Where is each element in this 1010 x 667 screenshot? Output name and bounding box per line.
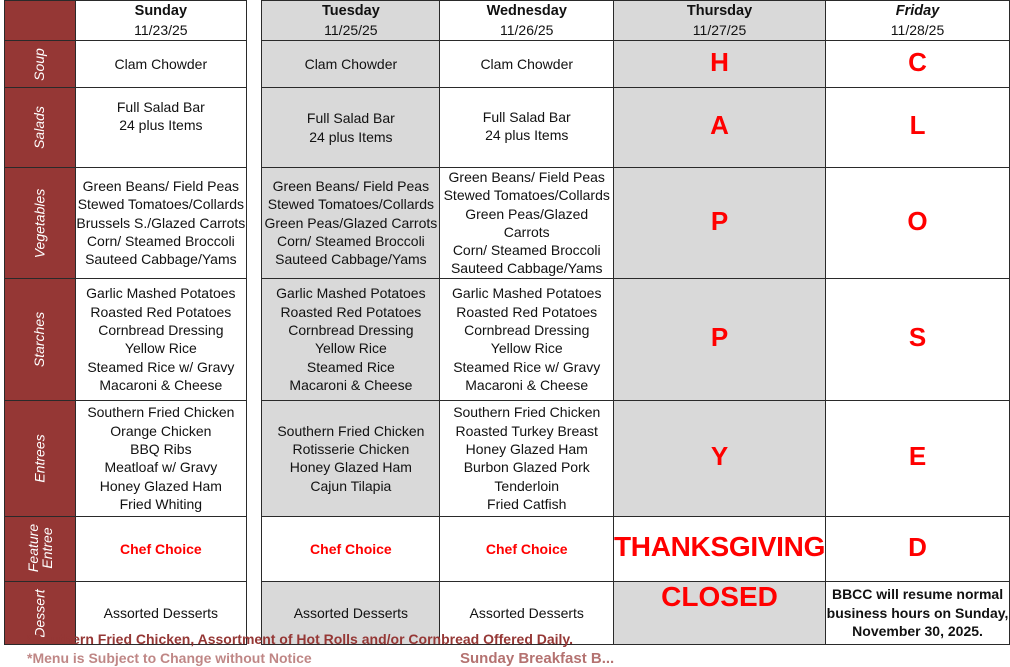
corner-cell bbox=[5, 1, 76, 41]
cell-thursday-dessert: CLOSED bbox=[613, 581, 825, 644]
day-header-wednesday: Wednesday 11/26/25 bbox=[440, 1, 614, 41]
spacer-cell bbox=[247, 278, 262, 400]
category-label-dessert: Dessert bbox=[5, 581, 76, 644]
row-vegetables bbox=[5, 168, 1010, 279]
cell-wednesday-salads: Full Salad Bar 24 plus Items bbox=[440, 88, 614, 168]
category-label-vegetables: Vegetables bbox=[5, 168, 76, 279]
cell-sunday-vegetables: Green Beans/ Field Peas Stewed Tomatoes/Collards Brussels S./Glazed Carrots Corn/ Steamed Broccoli Sauteed Cabbage/Yams bbox=[75, 168, 247, 279]
spacer-column bbox=[247, 1, 262, 41]
cell-friday-dessert: BBCC will resume normal business hours on Sunday, November 30, 2025. bbox=[826, 581, 1010, 644]
cell-tuesday-starches: Garlic Mashed Potatoes Roasted Red Potatoes Cornbread Dressing Yellow Rice Steamed Rice Macaroni & Cheese bbox=[262, 278, 440, 400]
cell-wednesday-dessert: Assorted Desserts bbox=[440, 581, 614, 644]
cell-thursday-starches: P bbox=[613, 278, 825, 400]
cell-friday-feature: D bbox=[826, 516, 1010, 581]
spacer-cell bbox=[247, 88, 262, 168]
cell-friday-entrees: E bbox=[826, 400, 1010, 516]
spacer-cell bbox=[247, 168, 262, 279]
category-label-entrees: Entrees bbox=[5, 400, 76, 516]
day-header-sunday: Sunday 11/23/25 bbox=[75, 1, 247, 41]
row-feature-entree bbox=[5, 516, 1010, 581]
cell-sunday-soup: Clam Chowder bbox=[75, 41, 247, 88]
category-label-feature-entree: Feature Entree bbox=[5, 516, 76, 581]
cell-friday-starches: S bbox=[826, 278, 1010, 400]
cell-thursday-vegetables: P bbox=[613, 168, 825, 279]
row-entrees bbox=[5, 400, 1010, 516]
cell-sunday-entrees: Southern Fried Chicken Orange Chicken BBQ Ribs Meatloaf w/ Gravy Honey Glazed Ham Fried Whiting bbox=[75, 400, 247, 516]
cell-tuesday-soup: Clam Chowder bbox=[262, 41, 440, 88]
footnote-menu-subject-to-change: *Menu is Subject to Change without Notice bbox=[27, 650, 312, 666]
header-row bbox=[5, 1, 1010, 41]
category-label-starches: Starches bbox=[5, 278, 76, 400]
day-header-friday: Friday 11/28/25 bbox=[826, 1, 1010, 41]
row-soup bbox=[5, 41, 1010, 88]
spacer-cell bbox=[247, 516, 262, 581]
cell-friday-salads: L bbox=[826, 88, 1010, 168]
cell-sunday-dessert: Assorted Desserts bbox=[75, 581, 247, 644]
cell-thursday-soup: H bbox=[613, 41, 825, 88]
cell-tuesday-salads: Full Salad Bar 24 plus Items bbox=[262, 88, 440, 168]
cell-tuesday-dessert: Assorted Desserts bbox=[262, 581, 440, 644]
cell-wednesday-feature: Chef Choice bbox=[440, 516, 614, 581]
row-starches bbox=[5, 278, 1010, 400]
day-header-thursday: Thursday 11/27/25 bbox=[613, 1, 825, 41]
cell-wednesday-soup: Clam Chowder bbox=[440, 41, 614, 88]
cell-wednesday-entrees: Southern Fried Chicken Roasted Turkey Breast Honey Glazed Ham Burbon Glazed Pork Tenderloin Fried Catfish bbox=[440, 400, 614, 516]
category-label-salads: Salads bbox=[5, 88, 76, 168]
cell-sunday-starches: Garlic Mashed Potatoes Roasted Red Potatoes Cornbread Dressing Yellow Rice Steamed Rice w/ Gravy Macaroni & Cheese bbox=[75, 278, 247, 400]
cell-tuesday-entrees: Southern Fried Chicken Rotisserie Chicken Honey Glazed Ham Cajun Tilapia bbox=[262, 400, 440, 516]
cell-thursday-entrees: Y bbox=[613, 400, 825, 516]
category-label-soup: Soup bbox=[5, 41, 76, 88]
cell-tuesday-feature: Chef Choice bbox=[262, 516, 440, 581]
weekly-menu-table bbox=[4, 0, 1010, 645]
cell-wednesday-starches: Garlic Mashed Potatoes Roasted Red Potatoes Cornbread Dressing Yellow Rice Steamed Rice w/ Gravy Macaroni & Cheese bbox=[440, 278, 614, 400]
cell-friday-vegetables: O bbox=[826, 168, 1010, 279]
cell-tuesday-vegetables: Green Beans/ Field Peas Stewed Tomatoes/Collards Green Peas/Glazed Carrots Corn/ Steamed Broccoli Sauteed Cabbage/Yams bbox=[262, 168, 440, 279]
spacer-cell bbox=[247, 400, 262, 516]
cell-thursday-feature: THANKSGIVING bbox=[613, 516, 825, 581]
day-header-tuesday: Tuesday 11/25/25 bbox=[262, 1, 440, 41]
footnote-daily-offerings: *Southern Fried Chicken, Assortment of Hot Rolls and/or Cornbread Offered Daily. bbox=[27, 631, 574, 647]
row-salads bbox=[5, 88, 1010, 168]
cell-friday-soup: C bbox=[826, 41, 1010, 88]
cell-sunday-salads: Full Salad Bar 24 plus Items bbox=[75, 88, 247, 168]
cell-wednesday-vegetables: Green Beans/ Field Peas Stewed Tomatoes/Collards Green Peas/Glazed Carrots Corn/ Steamed Broccoli Sauteed Cabbage/Yams bbox=[440, 168, 614, 279]
footnote-sunday-breakfast: Sunday Breakfast B... bbox=[460, 650, 615, 667]
cell-sunday-feature: Chef Choice bbox=[75, 516, 247, 581]
cell-thursday-salads: A bbox=[613, 88, 825, 168]
spacer-cell bbox=[247, 41, 262, 88]
